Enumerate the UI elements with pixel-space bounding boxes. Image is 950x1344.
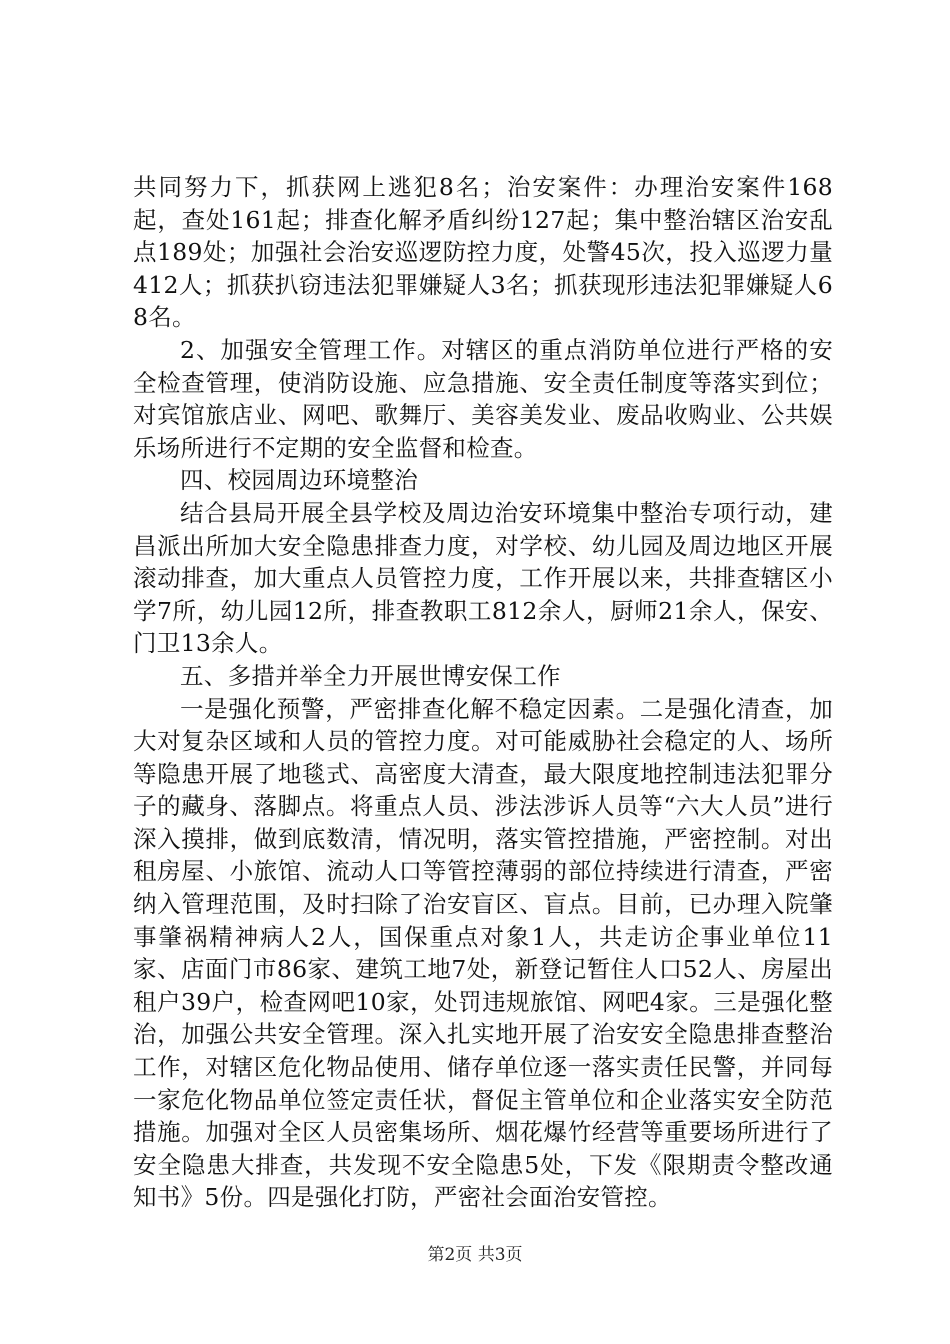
paragraph-safety-management: 2、加强安全管理工作。对辖区的重点消防单位进行严格的安全检查管理，使消防设施、应急措施、安全责任制度等落实到位；对宾馆旅店业、网吧、歌舞厅、美容美发业、废品收购业、公共娱乐场所进行不定期的安全监督和检查。 [133, 335, 833, 462]
document-body [133, 171, 833, 1214]
page-footer: 第2页 共3页 [427, 1245, 523, 1265]
heading-campus-environment: 四、校园周边环境整治 [180, 466, 418, 495]
heading-expo-security: 五、多措并举全力开展世博安保工作 [180, 661, 561, 690]
paragraph-stats: 共同努力下，抓获网上逃犯8名；治安案件：办理治安案件168起，查处161起；排查化解矛盾纠纷127起；集中整治辖区治安乱点189处；加强社会治安巡逻防控力度，处警45次，投入巡逻力量412人；抓获扒窃违法犯罪嫌疑人3名；抓获现形违法犯罪嫌疑人68名。 [133, 173, 833, 332]
paragraph-campus-rectification: 结合县局开展全县学校及周边治安环境集中整治专项行动，建昌派出所加大安全隐患排查力度，对学校、幼儿园及周边地区开展滚动排查，加大重点人员管控力度，工作开展以来，共排查辖区小学7所，幼儿园12所，排查教职工812余人，厨师21余人，保安、门卫13余人。 [133, 498, 833, 658]
paragraph-expo-measures: 一是强化预警，严密排查化解不稳定因素。二是强化清查，加大对复杂区域和人员的管控力度。对可能威胁社会稳定的人、场所等隐患开展了地毯式、高密度大清查，最大限度地控制违法犯罪分子的藏身、落脚点。将重点人员、涉法涉诉人员等“六大人员”进行深入摸排，做到底数清，情况明，落实管控措施，严密控制。对出租房屋、小旅馆、流动人口等管控薄弱的部位持续进行清查，严密纳入管理范围，及时扫除了治安盲区、盲点。目前，已办理入院肇事肇祸精神病人2人，国保重点对象1人，共走访企事业单位11家、店面门市86家、建筑工地7处，新登记暂住人口52人、房屋出租户39户，检查网吧10家，处罚违规旅馆、网吧4家。三是强化整治，加强公共安全管理。深入扎实地开展了治安安全隐患排查整治工作，对辖区危化物品使用、储存单位逐一落实责任民警，并同每一家危化物品单位签定责任状，督促主管单位和企业落实安全防范措施。加强对全区人员密集场所、烟花爆竹经营等重要场所进行了安全隐患大排查，共发现不安全隐患5处，下发《限期责令整改通知书》5份。四是强化打防，严密社会面治安管控。 [133, 694, 833, 1212]
